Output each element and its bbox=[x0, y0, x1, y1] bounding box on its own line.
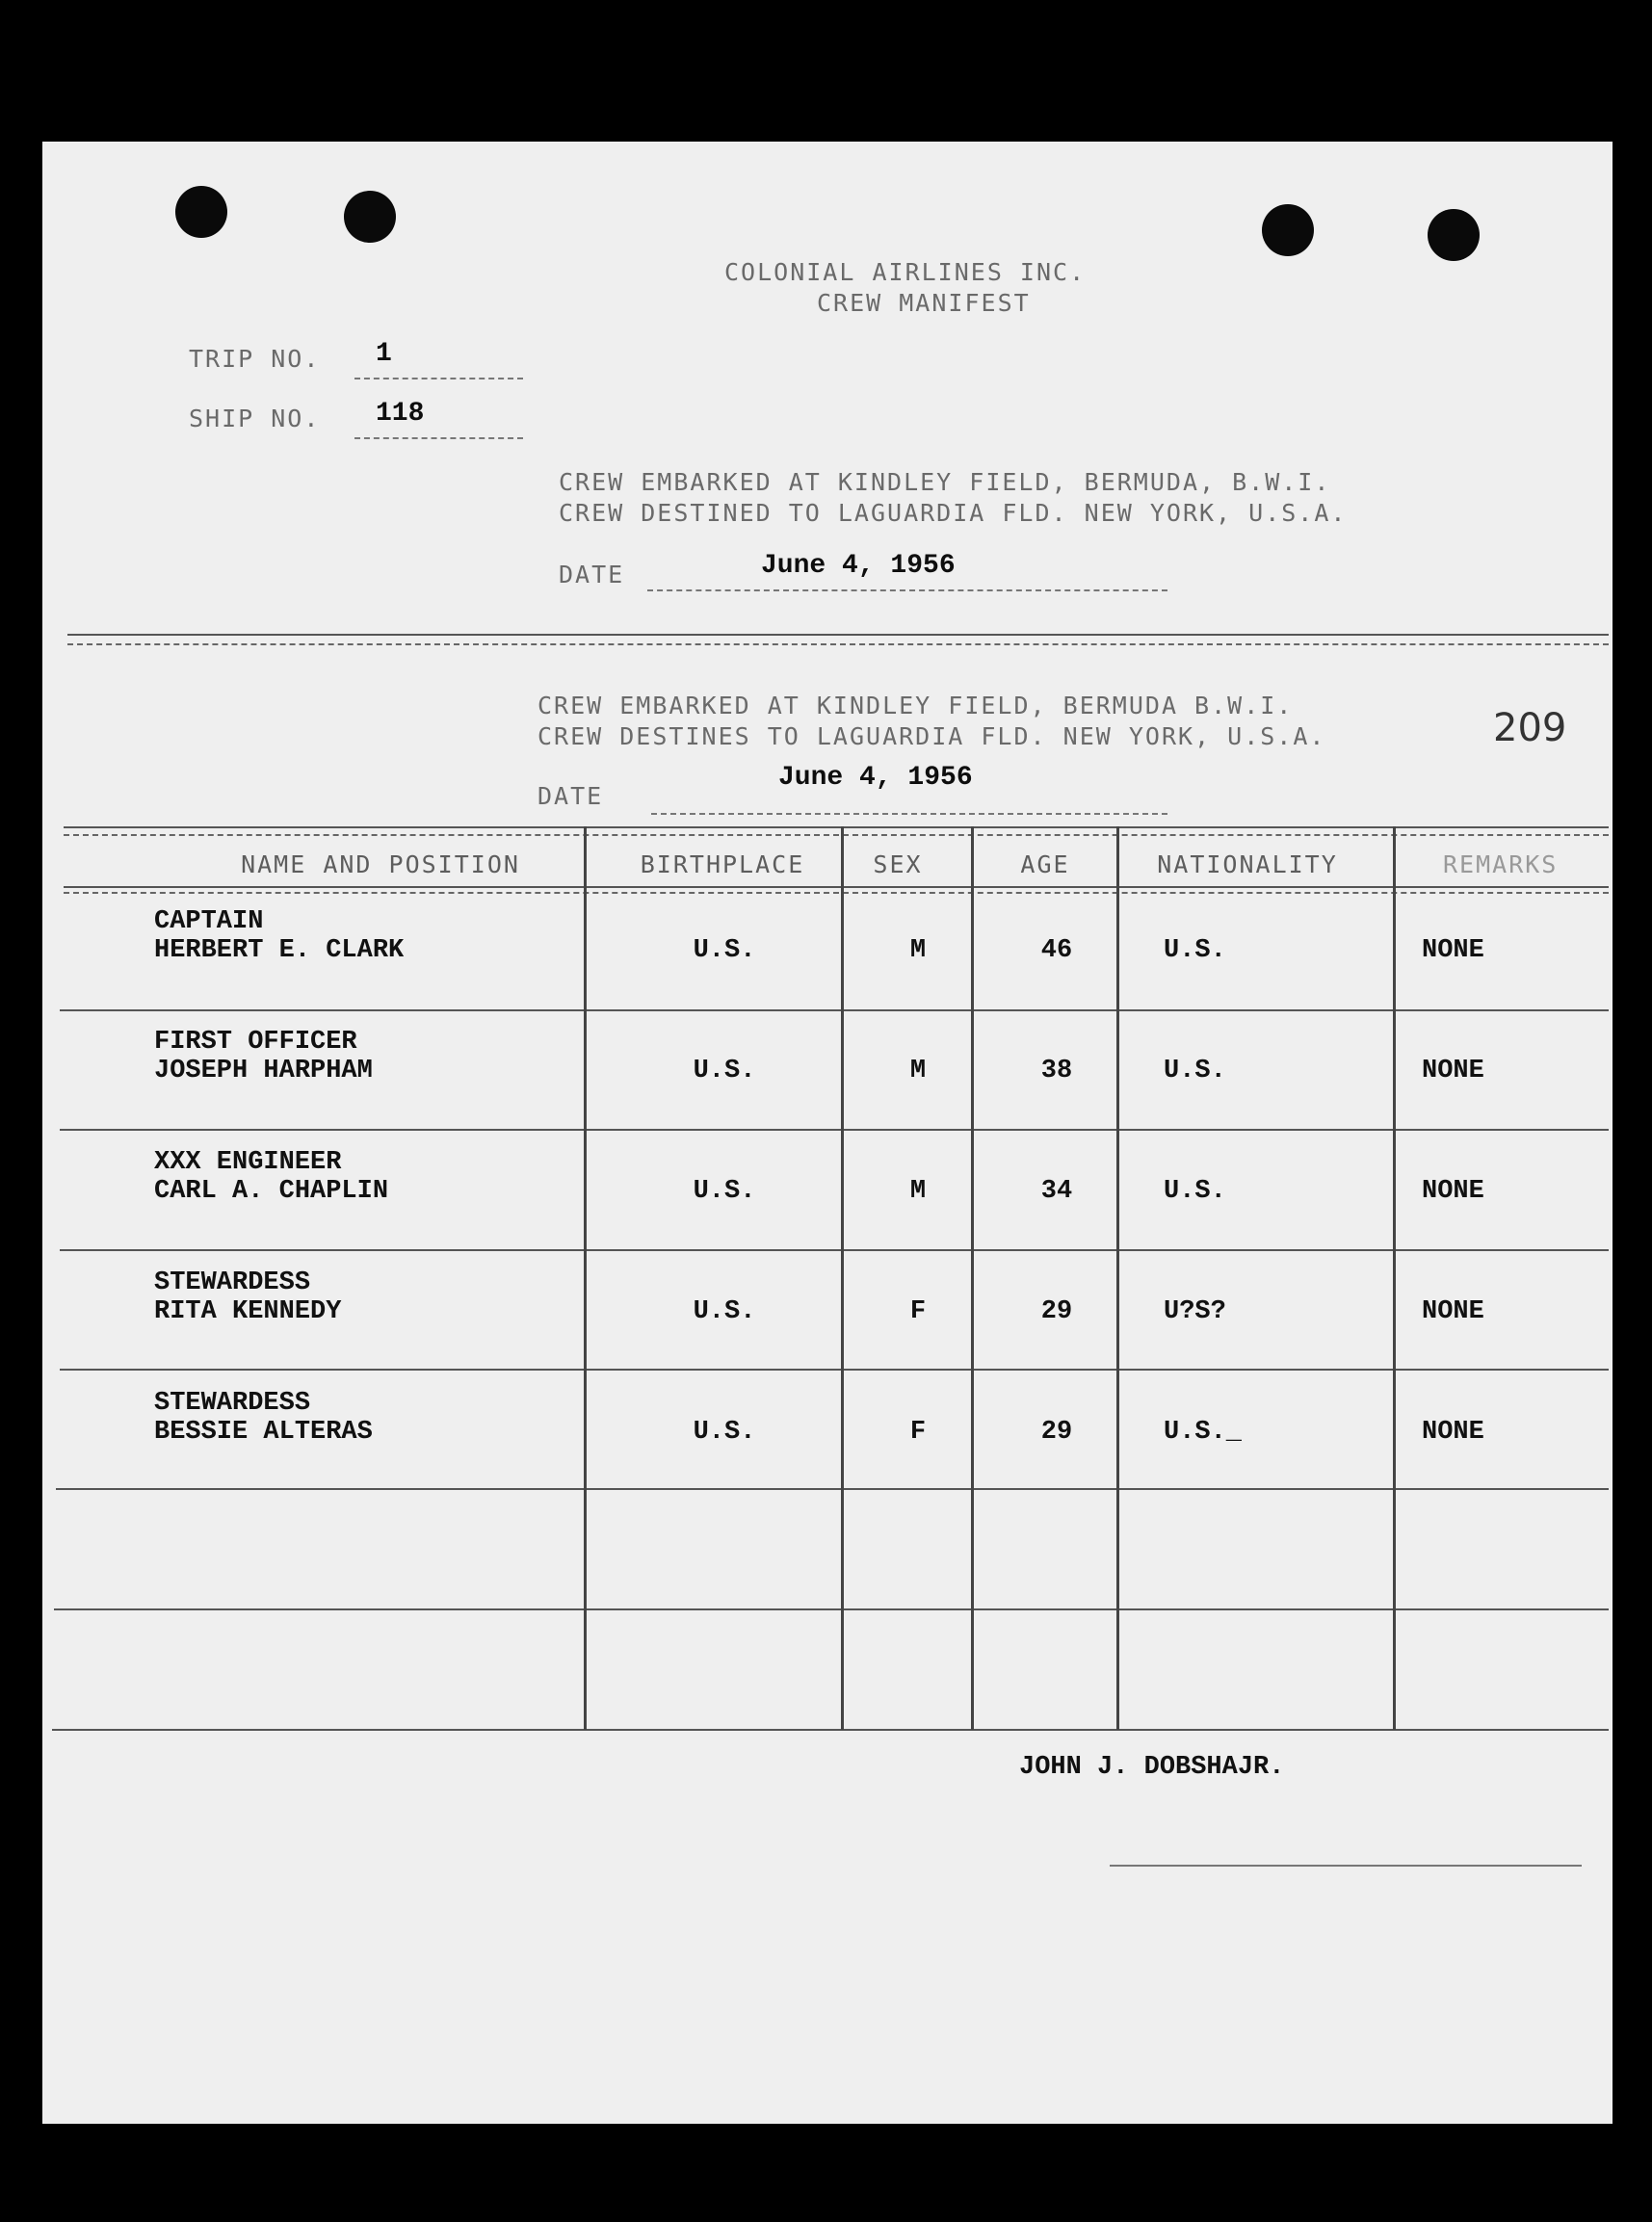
crew-name: JOSEPH HARPHAM bbox=[154, 1057, 373, 1085]
crew-remarks: NONE bbox=[1422, 936, 1484, 965]
column-rule bbox=[841, 826, 844, 1730]
section-divider bbox=[67, 634, 1609, 636]
signature-line bbox=[1110, 1865, 1582, 1867]
trip-label: TRIP NO. bbox=[189, 345, 321, 373]
punch-hole bbox=[1428, 209, 1480, 261]
punch-hole bbox=[175, 186, 227, 238]
ship-underline bbox=[354, 437, 523, 439]
crew-nationality: U.S. bbox=[1164, 936, 1226, 965]
column-rule bbox=[1116, 826, 1119, 1730]
column-header-name: NAME AND POSITION bbox=[241, 850, 520, 878]
crew-sex: F bbox=[909, 1418, 927, 1447]
document-title: CREW MANIFEST bbox=[817, 289, 1031, 317]
crew-sex: F bbox=[909, 1297, 927, 1326]
crew-name: RITA KENNEDY bbox=[154, 1297, 342, 1326]
embarked-line-1: CREW EMBARKED AT KINDLEY FIELD, BERMUDA, B.W.I. bbox=[559, 468, 1331, 496]
crew-age: 46 bbox=[1040, 936, 1073, 965]
manifest-page bbox=[42, 142, 1613, 2124]
crew-remarks: NONE bbox=[1422, 1418, 1484, 1447]
table-top-rule bbox=[64, 826, 1609, 828]
page-number: 209 bbox=[1493, 706, 1567, 750]
date-value-1: June 4, 1956 bbox=[761, 551, 956, 581]
date-label-1: DATE bbox=[559, 561, 625, 588]
crew-position: XXX ENGINEER bbox=[154, 1148, 342, 1177]
crew-remarks: NONE bbox=[1422, 1177, 1484, 1206]
crew-age: 38 bbox=[1040, 1057, 1073, 1085]
crew-sex: M bbox=[909, 936, 927, 965]
trip-value: 1 bbox=[376, 339, 392, 369]
crew-birthplace: U.S. bbox=[693, 1297, 756, 1326]
row-rule bbox=[60, 1009, 1609, 1011]
crew-nationality: U.S._ bbox=[1164, 1418, 1243, 1447]
crew-nationality: U?S? bbox=[1164, 1297, 1226, 1326]
crew-sex: M bbox=[909, 1057, 927, 1085]
crew-position: STEWARDESS bbox=[154, 1268, 311, 1297]
row-rule bbox=[60, 1249, 1609, 1251]
crew-sex: M bbox=[909, 1177, 927, 1206]
crew-birthplace: U.S. bbox=[693, 1418, 756, 1447]
row-rule bbox=[60, 1369, 1609, 1371]
row-rule bbox=[54, 1608, 1609, 1610]
table-bottom-rule bbox=[52, 1729, 1609, 1731]
header-bottom-rule bbox=[64, 886, 1609, 888]
embarked-line-2: CREW EMBARKED AT KINDLEY FIELD, BERMUDA B.W.I. bbox=[538, 692, 1294, 719]
crew-birthplace: U.S. bbox=[693, 1057, 756, 1085]
column-header-birthplace: BIRTHPLACE bbox=[640, 850, 805, 878]
crew-position: STEWARDESS bbox=[154, 1389, 311, 1418]
column-header-remarks: REMARKS bbox=[1443, 850, 1559, 878]
row-rule bbox=[60, 1129, 1609, 1131]
crew-position: CAPTAIN bbox=[154, 907, 264, 936]
crew-birthplace: U.S. bbox=[693, 1177, 756, 1206]
date-value-2: June 4, 1956 bbox=[778, 763, 973, 793]
crew-remarks: NONE bbox=[1422, 1297, 1484, 1326]
crew-name: HERBERT E. CLARK bbox=[154, 936, 405, 965]
crew-name: BESSIE ALTERAS bbox=[154, 1418, 373, 1447]
punch-hole bbox=[344, 191, 396, 243]
row-rule bbox=[56, 1488, 1609, 1490]
crew-age: 29 bbox=[1040, 1418, 1073, 1447]
column-header-age: AGE bbox=[1020, 850, 1070, 878]
punch-hole bbox=[1262, 204, 1314, 256]
date-label-2: DATE bbox=[538, 782, 604, 810]
company-name: COLONIAL AIRLINES INC. bbox=[724, 258, 1087, 286]
table-top-rule bbox=[64, 834, 1609, 836]
crew-nationality: U.S. bbox=[1164, 1177, 1226, 1206]
crew-nationality: U.S. bbox=[1164, 1057, 1226, 1085]
date-underline-2 bbox=[651, 813, 1167, 815]
crew-remarks: NONE bbox=[1422, 1057, 1484, 1085]
section-divider bbox=[67, 643, 1609, 645]
ship-value: 118 bbox=[376, 399, 425, 429]
crew-birthplace: U.S. bbox=[693, 936, 756, 965]
crew-position: FIRST OFFICER bbox=[154, 1028, 357, 1057]
column-rule bbox=[1393, 826, 1396, 1730]
column-rule bbox=[584, 826, 587, 1730]
column-rule bbox=[971, 826, 974, 1730]
destined-line-1: CREW DESTINED TO LAGUARDIA FLD. NEW YORK, U.S.A. bbox=[559, 499, 1348, 527]
column-header-sex: SEX bbox=[873, 850, 923, 878]
destined-line-2: CREW DESTINES TO LAGUARDIA FLD. NEW YORK, U.S.A. bbox=[538, 722, 1326, 750]
crew-name: CARL A. CHAPLIN bbox=[154, 1177, 389, 1206]
trip-underline bbox=[354, 378, 523, 379]
ship-label: SHIP NO. bbox=[189, 405, 321, 432]
signature-name: JOHN J. DOBSHAJR. bbox=[1019, 1753, 1285, 1782]
header-bottom-rule bbox=[64, 892, 1609, 894]
column-header-nationality: NATIONALITY bbox=[1157, 850, 1338, 878]
date-underline-1 bbox=[647, 589, 1167, 591]
crew-age: 34 bbox=[1040, 1177, 1073, 1206]
crew-age: 29 bbox=[1040, 1297, 1073, 1326]
